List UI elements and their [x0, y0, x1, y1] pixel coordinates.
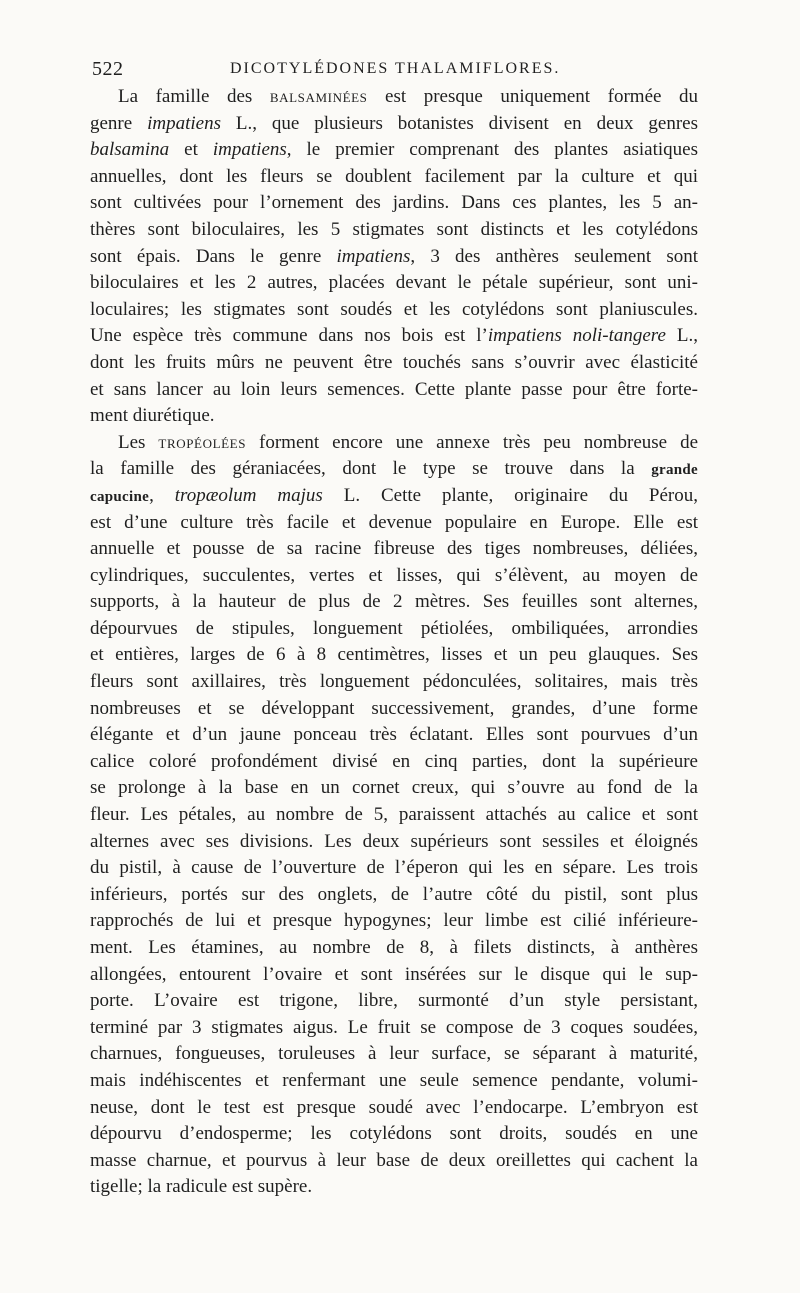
text-line: nombreuses et se développant successivement, grandes, d’une forme [90, 697, 698, 719]
paragraph-tropeolees [90, 430, 698, 1201]
genus-name: impatiens [147, 112, 221, 134]
text-line: annuelle et pousse de sa racine fibreuse des tiges nombreuses, déliées, [90, 538, 698, 560]
text-line: rapprochés de lui et presque hypogynes; leur limbe est cilié inférieure- [90, 910, 698, 932]
family-name-balsaminees: balsaminées [269, 86, 368, 107]
text-line: alternes avec ses divisions. Les deux supérieurs sont sessiles et éloignés [90, 830, 698, 852]
common-name: capucine [90, 488, 150, 505]
body-text [90, 84, 698, 1201]
text-line: neuse, dont le test est presque soudé avec l’endocarpe. L’embryon est [90, 1096, 698, 1118]
text-line: sont cultivées pour l’ornement des jardins. Dans ces plantes, les 5 an- [90, 192, 698, 214]
text-line: biloculaires et les 2 autres, placées devant le pétale supérieur, sont uni- [90, 272, 698, 294]
text-line: dont les fruits mûrs ne peuvent être touchés sans s’ouvrir avec élasticité [90, 351, 698, 373]
text-line: supports, à la hauteur de plus de 2 mètres. Ses feuilles sont alternes, [90, 591, 698, 613]
text-line: calice coloré profondément divisé en cinq parties, dont la supérieure [90, 750, 698, 772]
text-line: mais indéhiscentes et renfermant une seule semence pendante, volumi- [90, 1069, 698, 1091]
text-line: loculaires; les stigmates sont soudés et les cotylédons sont planiuscules. [90, 298, 698, 320]
text-line: balsamina et impatiens, le premier comprenant des plantes asiatiques [90, 139, 698, 161]
common-name: grande [651, 462, 698, 479]
text-line: porte. L’ovaire est trigone, libre, surmonté d’un style persistant, [90, 990, 698, 1012]
text-line: Les tropéolées forment encore une annexe très peu nombreuse de [118, 431, 698, 453]
text-line: La famille des balsaminées est presque uniquement formée du [118, 86, 698, 107]
text-line: fleurs sont axillaires, très longuement pédonculées, solitaires, mais très [90, 671, 698, 693]
text-line: inférieurs, portés sur des onglets, de l’autre côté du pistil, sont plus [90, 883, 698, 905]
species-name: tropæolum majus [174, 484, 323, 506]
paragraph-balsaminees [90, 84, 698, 430]
text-line: et entières, larges de 6 à 8 centimètres, lisses et un peu glauques. Ses [90, 644, 698, 666]
text-line: sont épais. Dans le genre impatiens, 3 des anthères seulement sont [90, 245, 698, 267]
text-line: terminé par 3 stigmates aigus. Le fruit se compose de 3 coques soudées, [90, 1016, 698, 1038]
text-line: élégante et d’un jaune ponceau très éclatant. Elles sont pourvues d’un [90, 724, 698, 746]
text-line: dépourvu d’endosperme; les cotylédons sont droits, soudés en une [90, 1123, 698, 1145]
text-line: charnues, fongueuses, toruleuses à leur surface, se séparant à maturité, [90, 1043, 698, 1065]
genus-name: impatiens [336, 245, 411, 267]
text-line: fleur. Les pétales, au nombre de 5, paraissent attachés au calice et sont [90, 804, 698, 826]
text-line: masse charnue, et pourvus à leur base de deux oreillettes qui cachent la [90, 1149, 698, 1171]
text-line: est d’une culture très facile et devenue populaire en Europe. Elle est [90, 511, 698, 533]
genus-name: impatiens [212, 139, 287, 161]
species-name: impatiens noli-tangere [487, 325, 666, 347]
text-line: allongées, entourent l’ovaire et sont insérées sur le disque qui le sup- [90, 963, 698, 985]
text-line: cylindriques, succulentes, vertes et lisses, qui s’élèvent, au moyen de [90, 564, 698, 586]
text-line: Une espèce très commune dans nos bois est l’impatiens noli-tangere L., [90, 325, 698, 347]
running-title: DICOTYLÉDONES THALAMIFLORES. [230, 60, 561, 77]
text-line: du pistil, à cause de l’ouverture de l’éperon qui les en sépare. Les trois [90, 857, 698, 879]
text-line: ment. Les étamines, au nombre de 8, à filets distincts, à anthères [90, 937, 698, 958]
text-line: thères sont biloculaires, les 5 stigmates sont distincts et les cotylédons [90, 218, 698, 240]
text-line: et sans lancer au loin leurs semences. Cette plante passe pour être forte- [90, 378, 698, 400]
text-line: dépourvues de stipules, longuement pétiolées, ombiliquées, arrondies [90, 617, 698, 639]
text-line: capucine, tropæolum majus L. Cette plante, originaire du Pérou, [90, 484, 698, 506]
text-line: ment diurétique. [90, 405, 215, 427]
text-line: se prolonge à la base en un cornet creux, qui s’ouvre au fond de la [90, 777, 698, 799]
text-line: la famille des géraniacées, dont le type se trouve dans la grande [90, 458, 698, 480]
text-line: tigelle; la radicule est supère. [90, 1176, 313, 1198]
genus-name: balsamina [90, 139, 170, 161]
family-name-tropeolees: tropéolées [158, 431, 247, 453]
page-header [92, 58, 700, 86]
text-line: genre impatiens L., que plusieurs botanistes divisent en deux genres [90, 112, 698, 134]
page-number: 522 [92, 58, 124, 80]
text-line: annuelles, dont les fleurs se doublent facilement par la culture et qui [90, 165, 698, 187]
